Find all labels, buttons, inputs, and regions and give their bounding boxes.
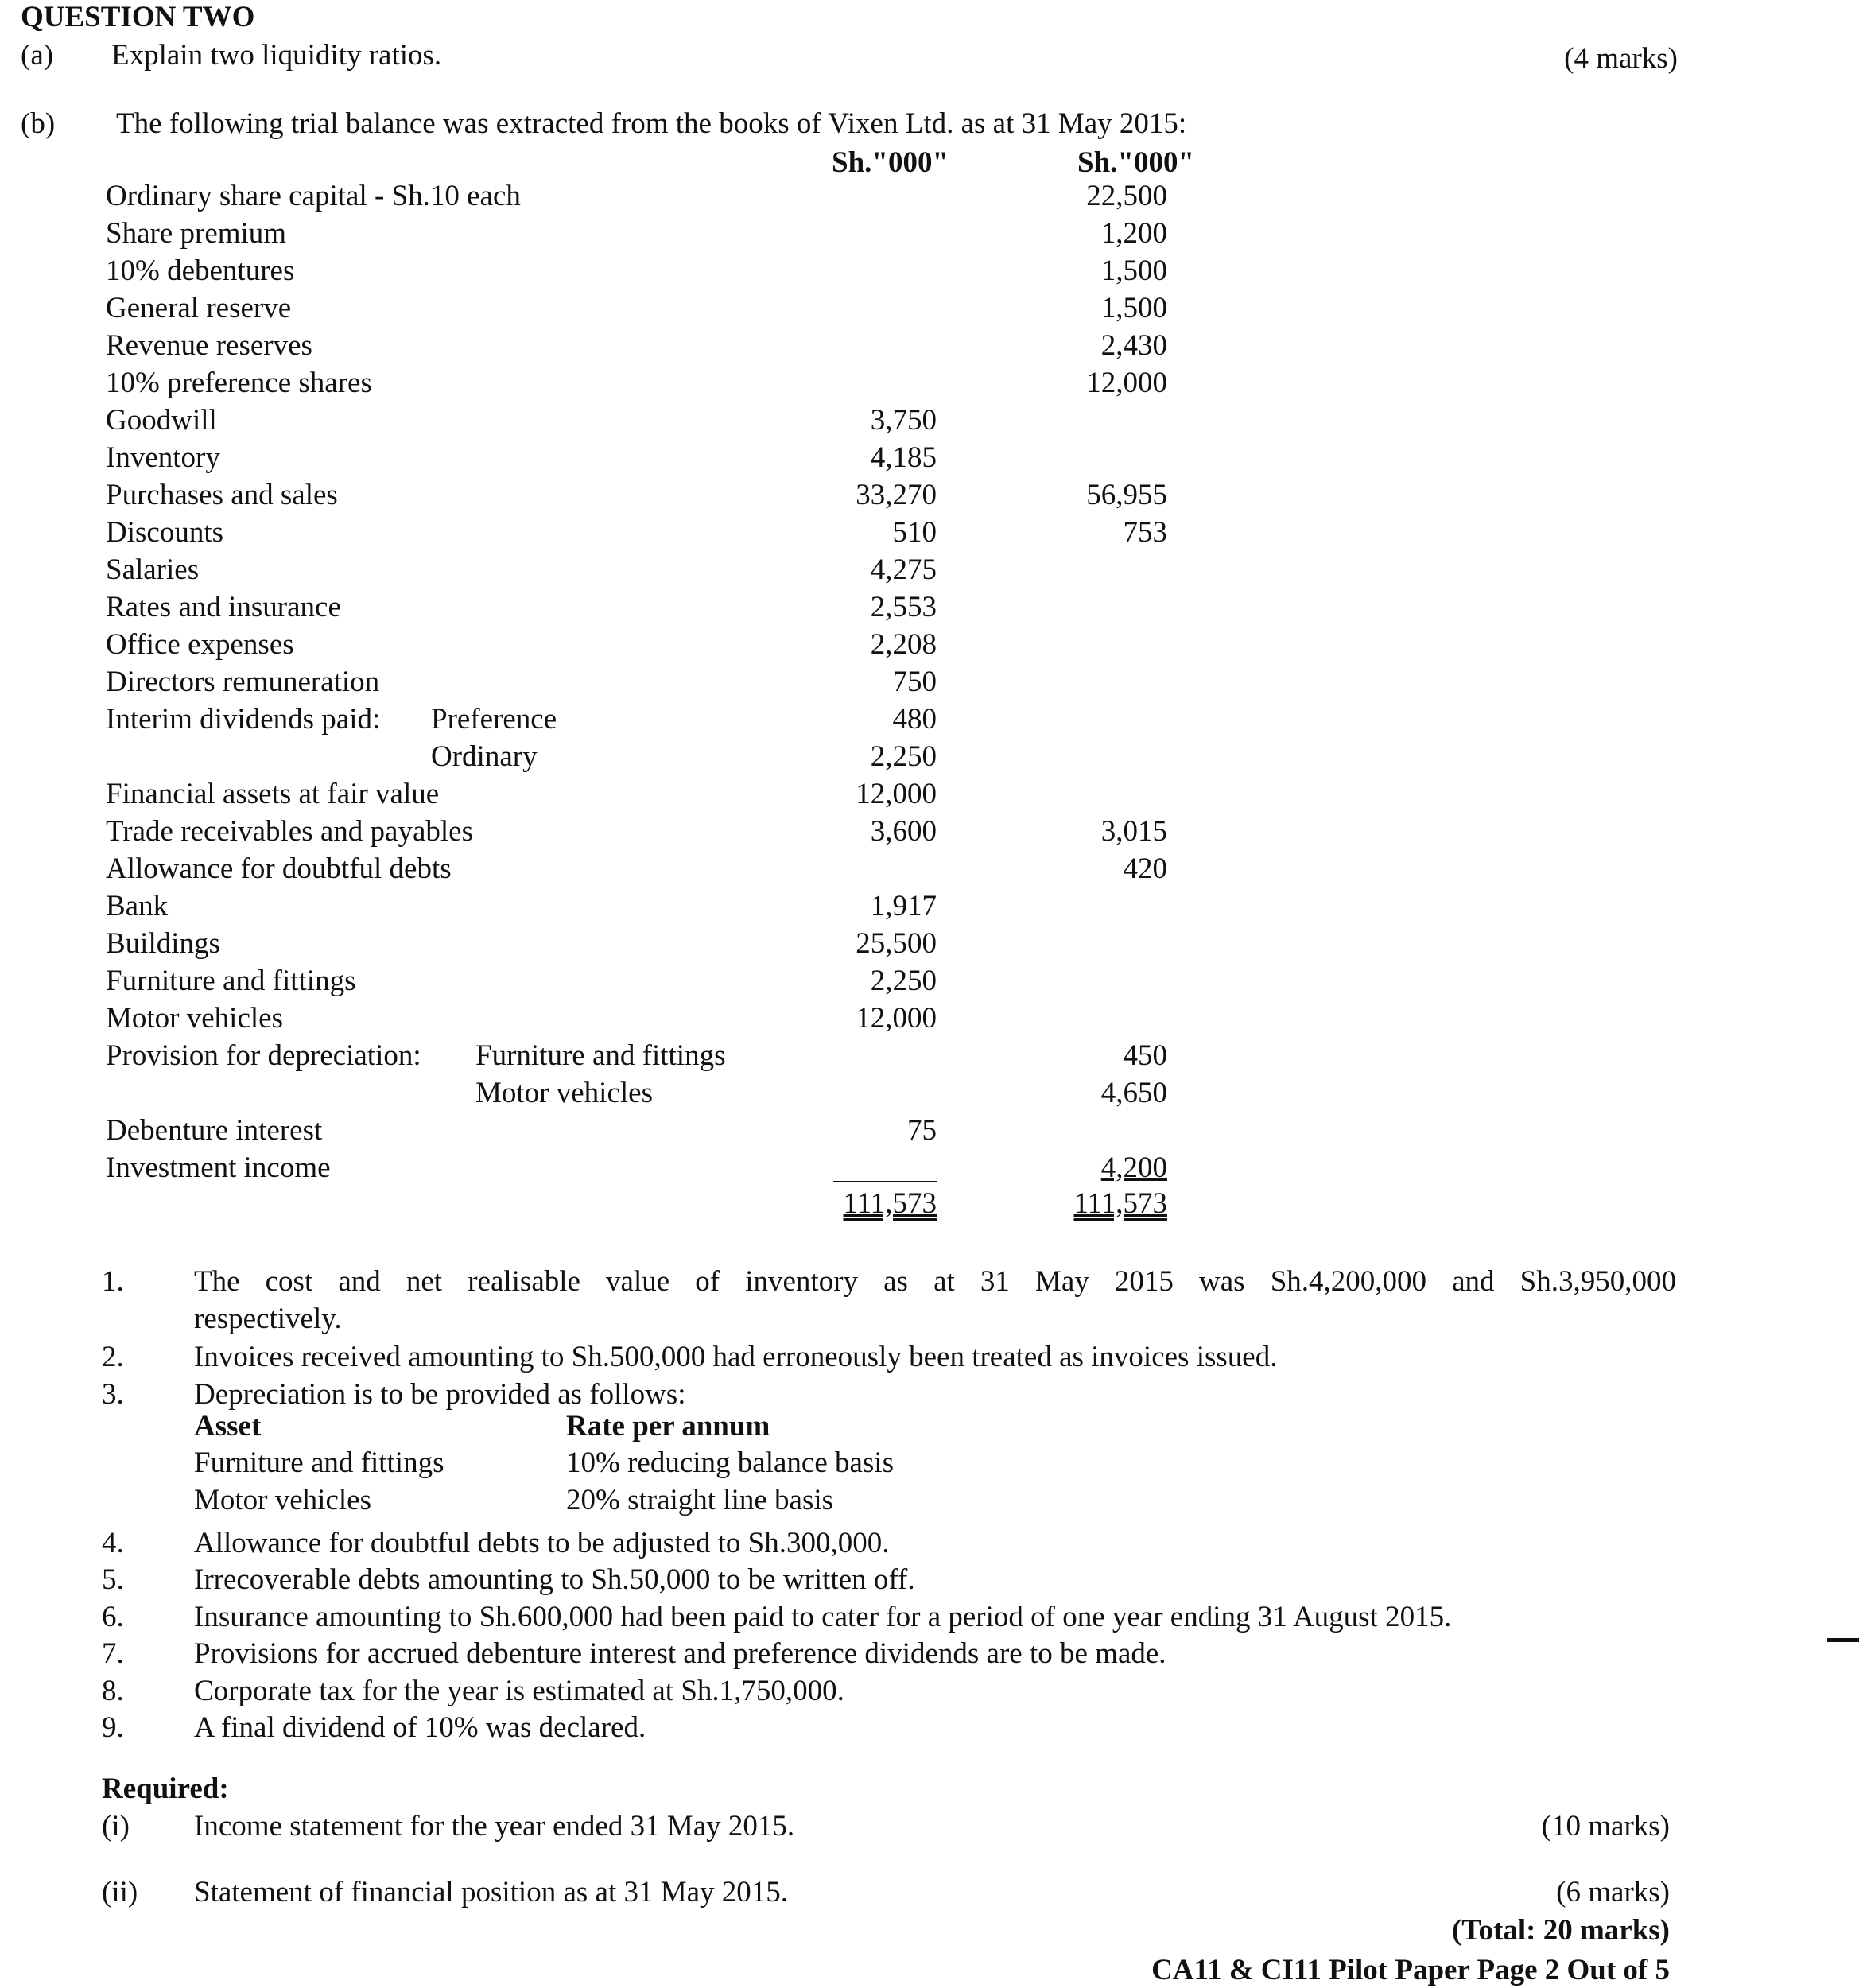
credit-value: 4,200 [1100, 1151, 1167, 1184]
row-label: Share premium [106, 217, 287, 250]
debit-value: 33,270 [856, 479, 937, 511]
debit-value: 12,000 [856, 1002, 937, 1035]
note-number: 6. [102, 1601, 124, 1633]
credit-value: 12,000 [1086, 367, 1167, 399]
table-row [0, 366, 1859, 403]
row-label: Financial assets at fair value [106, 778, 440, 810]
debit-value: 1,917 [870, 890, 937, 922]
row-label: Ordinary share capital - Sh.10 each [106, 180, 521, 212]
credit-value: 1,200 [1100, 217, 1167, 250]
row-label: Debenture interest [106, 1114, 323, 1147]
row-label: Allowance for doubtful debts [106, 852, 452, 885]
debit-value: 3,750 [870, 404, 937, 437]
debit-value: 3,600 [870, 815, 937, 848]
required-item-text: Statement of financial position as at 31 May 2015. [194, 1876, 789, 1908]
row-label: Revenue reserves [106, 329, 312, 362]
debit-value: 510 [892, 516, 937, 549]
row-label: Discounts [106, 516, 223, 549]
part-a-text: Explain two liquidity ratios. [111, 39, 442, 72]
row-label: Motor vehicles [106, 1002, 283, 1035]
debit-value: 750 [892, 666, 937, 698]
row-sublabel: Preference [431, 703, 557, 736]
required-heading: Required: [102, 1773, 229, 1805]
table-row [0, 515, 1859, 553]
debit-value: 12,000 [856, 778, 937, 810]
note-text: The cost and net realisable value of inventory as at 31 May 2015 was Sh.4,200,000 and Sh.3,950,000 [194, 1265, 1676, 1298]
table-row [0, 665, 1859, 702]
row-label: Buildings [106, 927, 220, 960]
required-item-num: (i) [102, 1810, 130, 1842]
row-sublabel: Ordinary [431, 740, 538, 773]
part-b-label: (b) [21, 107, 56, 140]
debit-value: 2,208 [870, 628, 937, 661]
note-number: 7. [102, 1637, 124, 1670]
row-label: Goodwill [106, 404, 217, 437]
note-number: 5. [102, 1563, 124, 1596]
note-text: Insurance amounting to Sh.600,000 had been paid to cater for a period of one year ending 31 August 2015. [194, 1601, 1452, 1633]
dep-header-rate: Rate per annum [566, 1410, 770, 1442]
row-label: Inventory [106, 441, 220, 474]
table-row [0, 777, 1859, 814]
row-label: Furniture and fittings [106, 965, 356, 997]
table-row [0, 403, 1859, 441]
table-row [0, 478, 1859, 515]
part-b-intro: The following trial balance was extracted from the books of Vixen Ltd. as at 31 May 2015: [116, 107, 1187, 140]
table-row [0, 964, 1859, 1001]
part-a-label: (a) [21, 39, 54, 72]
debit-value: 25,500 [856, 927, 937, 960]
note-text: Depreciation is to be provided as follows: [194, 1378, 686, 1411]
row-label: 10% preference shares [106, 367, 372, 399]
debit-value: 2,250 [870, 965, 937, 997]
row-label: Trade receivables and payables [106, 815, 473, 848]
dep-rate: 10% reducing balance basis [566, 1446, 894, 1479]
table-row [0, 926, 1859, 964]
row-label: Bank [106, 890, 169, 922]
row-label: Office expenses [106, 628, 294, 661]
table-row [0, 814, 1859, 852]
row-sublabel: Motor vehicles [475, 1077, 653, 1109]
note-text: Provisions for accrued debenture interest and preference dividends are to be made. [194, 1637, 1166, 1670]
table-row [0, 328, 1859, 366]
table-row [0, 553, 1859, 590]
credit-value: 56,955 [1086, 479, 1167, 511]
note-number: 3. [102, 1378, 124, 1411]
credit-value: 3,015 [1100, 815, 1167, 848]
note-text-continued: respectively. [194, 1303, 342, 1335]
note-text: Invoices received amounting to Sh.500,000 had erroneously been treated as invoices issued. [194, 1341, 1278, 1373]
debit-value: 4,275 [870, 553, 937, 586]
dep-asset: Furniture and fittings [194, 1446, 444, 1479]
note-text: Corporate tax for the year is estimated at Sh.1,750,000. [194, 1675, 844, 1707]
table-row [0, 291, 1859, 328]
note-text: Allowance for doubtful debts to be adjusted to Sh.300,000. [194, 1527, 890, 1559]
note-number: 9. [102, 1711, 124, 1744]
table-row [0, 179, 1859, 216]
note-number: 4. [102, 1527, 124, 1559]
row-label: Rates and insurance [106, 591, 341, 623]
credit-value: 1,500 [1100, 254, 1167, 287]
table-row [0, 852, 1859, 889]
table-row [0, 702, 1859, 740]
credit-column-header: Sh."000" [1077, 146, 1194, 179]
credit-value: 1,500 [1100, 292, 1167, 324]
margin-mark [1827, 1638, 1859, 1642]
table-row [0, 254, 1859, 291]
row-label: Salaries [106, 553, 200, 586]
required-item-marks: (10 marks) [1541, 1810, 1670, 1842]
table-row [0, 627, 1859, 665]
trial-balance-table [0, 179, 1859, 1213]
credit-value: 2,430 [1100, 329, 1167, 362]
row-label: Directors remuneration [106, 666, 380, 698]
part-a-marks: (4 marks) [1564, 42, 1678, 75]
table-row [0, 1113, 1859, 1151]
note-number: 1. [102, 1265, 124, 1298]
table-row [0, 590, 1859, 627]
note-number: 2. [102, 1341, 124, 1373]
table-row [0, 740, 1859, 777]
table-row [0, 1039, 1859, 1076]
table-row [0, 441, 1859, 478]
required-item-text: Income statement for the year ended 31 May 2015. [194, 1810, 795, 1842]
table-row [0, 216, 1859, 254]
debit-column-header: Sh."000" [832, 146, 949, 179]
row-label: General reserve [106, 292, 292, 324]
debit-value: 2,250 [870, 740, 937, 773]
debit-value: 2,553 [870, 591, 937, 623]
note-text: Irrecoverable debts amounting to Sh.50,000 to be written off. [194, 1563, 915, 1596]
debit-value: 480 [892, 703, 937, 736]
credit-value: 4,650 [1100, 1077, 1167, 1109]
debit-total-rule [833, 1181, 937, 1182]
required-item-marks: (6 marks) [1556, 1876, 1670, 1908]
question-heading: QUESTION TWO [21, 1, 255, 33]
required-item-num: (ii) [102, 1876, 138, 1908]
note-number: 8. [102, 1675, 124, 1707]
debit-total: 111,573 [843, 1187, 937, 1220]
debit-value: 75 [907, 1114, 937, 1147]
dep-header-asset: Asset [194, 1410, 262, 1442]
dep-rate: 20% straight line basis [566, 1484, 834, 1516]
row-label: Purchases and sales [106, 479, 338, 511]
row-label: Investment income [106, 1151, 331, 1184]
table-row [0, 1076, 1859, 1113]
row-sublabel: Furniture and fittings [475, 1039, 726, 1072]
note-text: A final dividend of 10% was declared. [194, 1711, 646, 1744]
page-footer: CA11 & CI11 Pilot Paper Page 2 Out of 5 [1151, 1954, 1670, 1986]
table-row [0, 889, 1859, 926]
credit-total: 111,573 [1073, 1187, 1167, 1220]
row-label: Provision for depreciation: [106, 1039, 421, 1072]
credit-value: 22,500 [1086, 180, 1167, 212]
debit-value: 4,185 [870, 441, 937, 474]
dep-asset: Motor vehicles [194, 1484, 371, 1516]
row-label: 10% debentures [106, 254, 295, 287]
table-row [0, 1001, 1859, 1039]
credit-value: 753 [1123, 516, 1167, 549]
total-marks: (Total: 20 marks) [1451, 1914, 1670, 1947]
row-label: Interim dividends paid: [106, 703, 381, 736]
credit-value: 420 [1123, 852, 1167, 885]
credit-value: 450 [1123, 1039, 1167, 1072]
